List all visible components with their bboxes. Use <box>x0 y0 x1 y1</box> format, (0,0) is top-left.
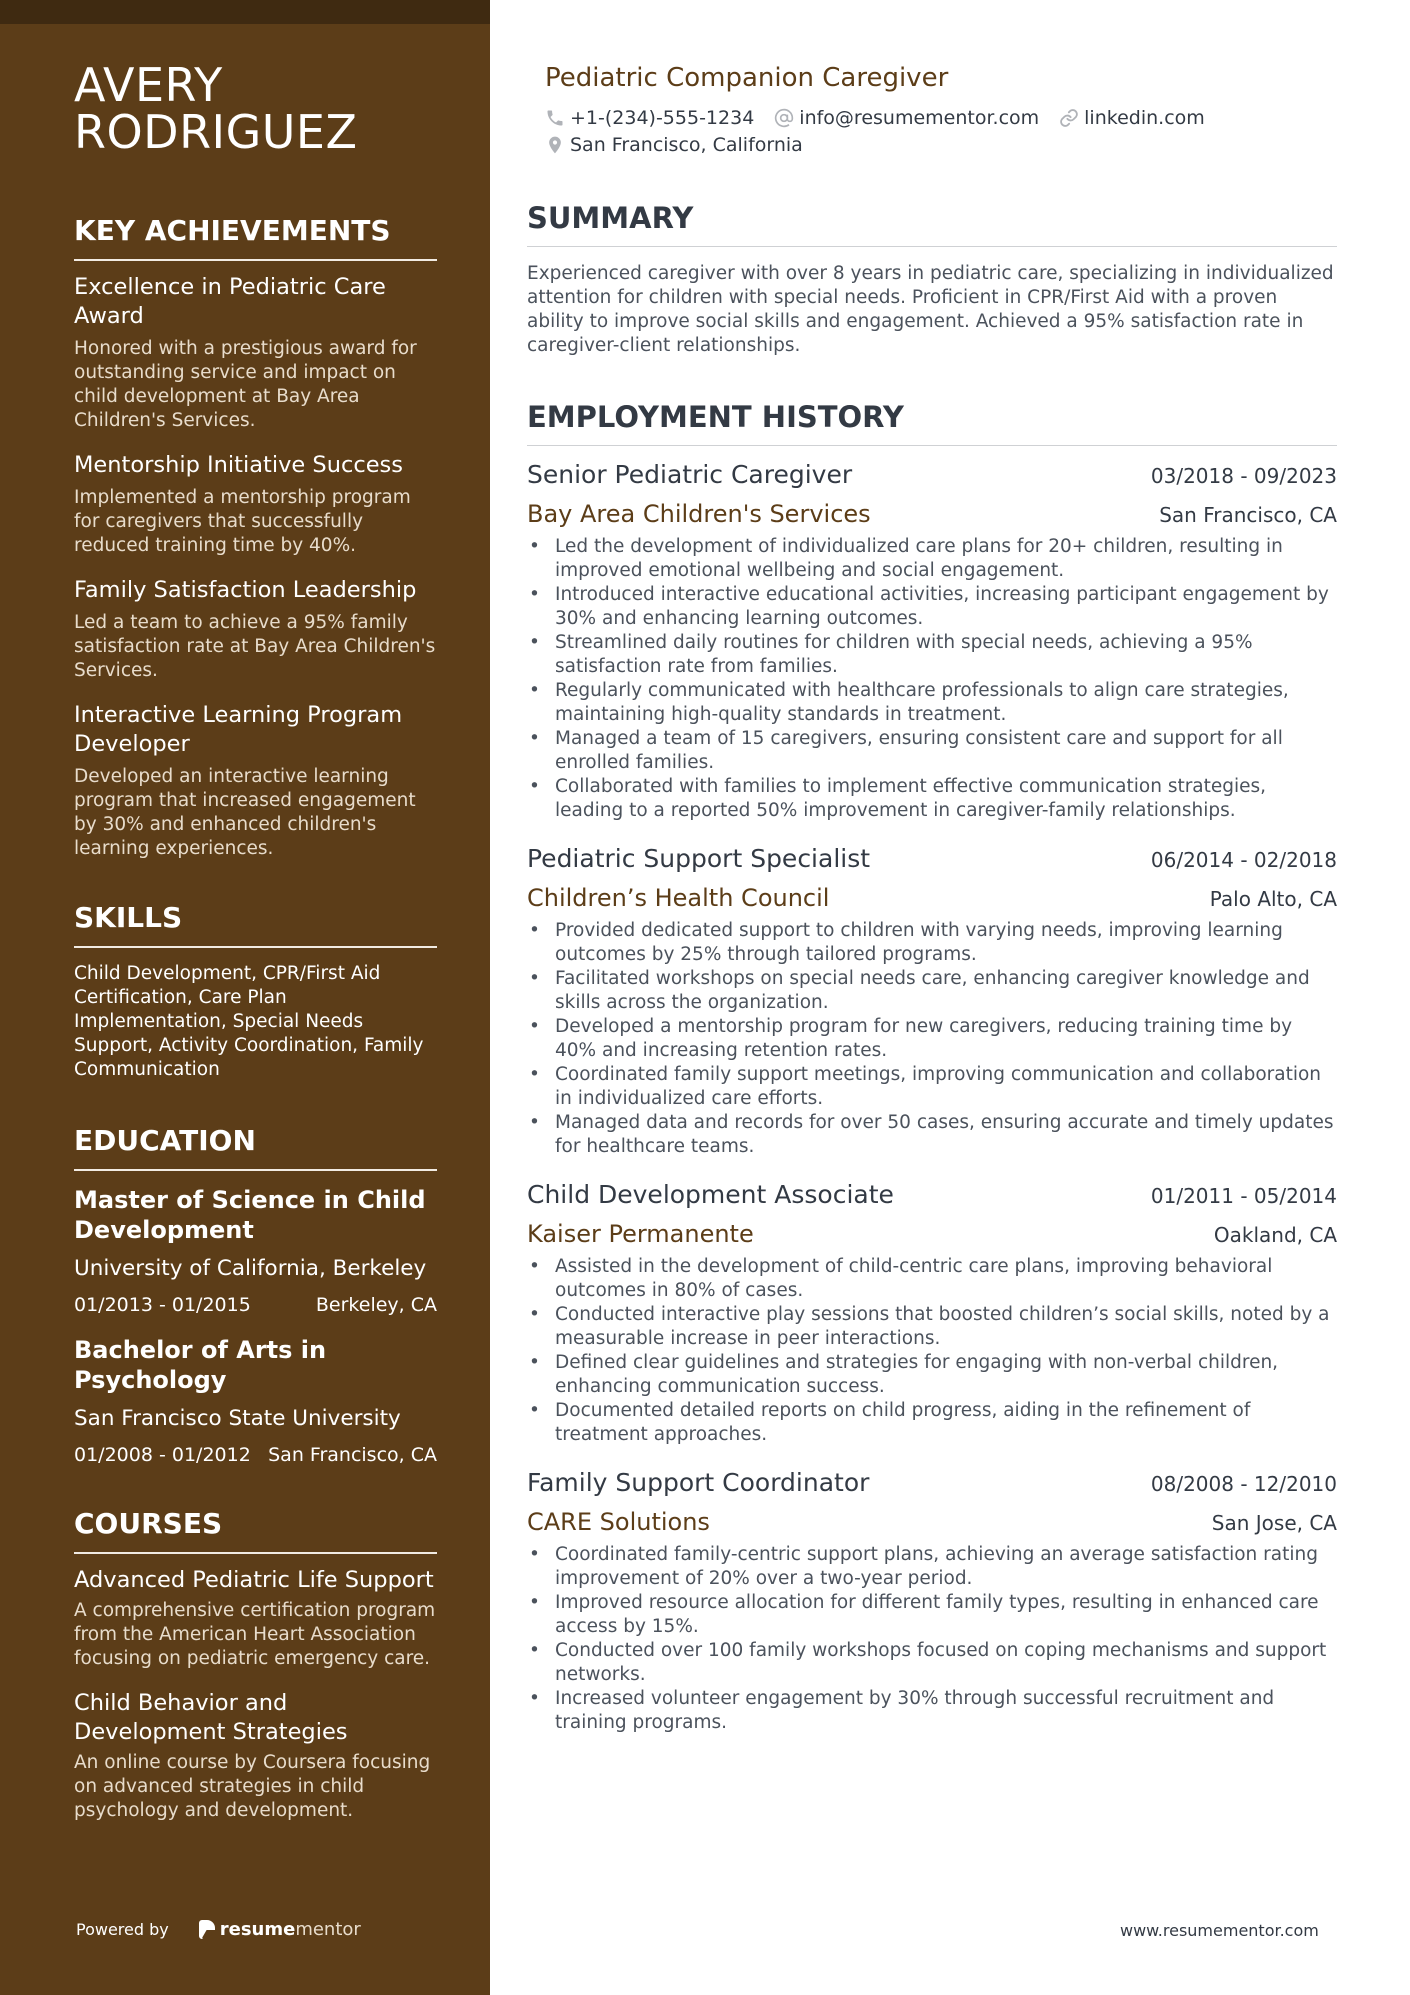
education-school: San Francisco State University <box>74 1406 401 1431</box>
job-bullet: • Improved resource allocation for different family types, resulting in enhanced care access by 15%. <box>527 1591 1337 1639</box>
powered-by-label: Powered by <box>76 1920 169 1939</box>
job-role: Family Support Coordinator <box>527 1468 870 1497</box>
sidebar <box>0 0 490 1995</box>
achievement-title: Excellence in Pediatric Care Award <box>74 274 386 329</box>
skills-list: Child Development, CPR/First Aid Certification, Care Plan Implementation, Special Needs Support, Activity Coordination, Family Communication <box>74 963 424 1080</box>
education-degree: Bachelor of Arts in Psychology <box>74 1336 327 1394</box>
job-company: Bay Area Children's Services <box>527 500 871 528</box>
job-entry <box>527 459 1337 823</box>
achievement-title: Mentorship Initiative Success <box>74 452 403 478</box>
job-dates: 08/2008 - 12/2010 <box>1150 1472 1337 1496</box>
job-bullets <box>527 1543 1337 1735</box>
employment-heading: EMPLOYMENT HISTORY <box>527 400 1337 446</box>
course-desc: A comprehensive certification program from the American Heart Association focusing on pediatric emergency care. <box>74 1600 436 1669</box>
education-location: San Francisco, CA <box>268 1444 437 1466</box>
job-bullet: • Coordinated family support meetings, improving communication and collaboration in individualized care efforts. <box>527 1063 1337 1111</box>
sidebar-top-band <box>0 0 490 24</box>
contact-phone[interactable] <box>545 106 754 130</box>
powered-by <box>76 1919 361 1940</box>
education-item <box>74 1185 437 1317</box>
education-dates: 01/2013 - 01/2015 <box>74 1294 251 1316</box>
achievement-title: Interactive Learning Program Developer <box>74 702 403 757</box>
job-dates: 06/2014 - 02/2018 <box>1150 848 1337 872</box>
brand-logo[interactable] <box>199 1919 361 1940</box>
achievements-heading: KEY ACHIEVEMENTS <box>74 214 437 261</box>
job-bullet: • Coordinated family-centric support plans, achieving an average satisfaction rating improvement of 20% over a two-year period. <box>527 1543 1337 1591</box>
courses-heading: COURSES <box>74 1507 437 1554</box>
job-entry <box>527 1467 1337 1735</box>
summary-heading: SUMMARY <box>527 201 1337 247</box>
education-school: University of California, Berkeley <box>74 1256 427 1281</box>
job-entry <box>527 1179 1337 1447</box>
at-sign-icon <box>774 108 794 128</box>
skills-section <box>74 901 437 1082</box>
link-icon <box>1059 108 1079 128</box>
education-item <box>74 1335 437 1467</box>
headline: Pediatric Companion Caregiver <box>545 63 949 93</box>
achievement-item <box>74 273 437 433</box>
achievement-desc: Led a team to achieve a 95% family satisfaction rate at Bay Area Children's Services. <box>74 612 436 681</box>
contact-email[interactable] <box>774 106 1039 130</box>
first-name: AVERY <box>74 58 223 112</box>
job-role: Senior Pediatric Caregiver <box>527 460 853 489</box>
brand-logo-icon <box>199 1920 215 1939</box>
summary-section <box>527 201 1337 358</box>
achievement-item <box>74 451 437 558</box>
job-bullet: • Led the development of individualized care plans for 20+ children, resulting in improved emotional wellbeing and social engagement. <box>527 535 1337 583</box>
job-location: Palo Alto, CA <box>1209 887 1337 911</box>
achievement-item <box>74 701 437 861</box>
main-content <box>527 62 1337 1735</box>
brand-name-bold: resume <box>219 1919 296 1940</box>
job-company: Kaiser Permanente <box>527 1220 754 1248</box>
education-heading: EDUCATION <box>74 1124 437 1171</box>
education-dates: 01/2008 - 01/2012 <box>74 1444 251 1466</box>
linkedin-text: linkedin.com <box>1084 107 1205 129</box>
job-bullet: • Facilitated workshops on special needs care, enhancing caregiver knowledge and skills across the organization. <box>527 967 1337 1015</box>
education-section <box>74 1124 437 1467</box>
education-degree: Master of Science in Child Development <box>74 1186 426 1244</box>
job-bullet: • Managed a team of 15 caregivers, ensuring consistent care and support for all enrolled families. <box>527 727 1337 775</box>
footer-website-link[interactable]: www.resumementor.com <box>1120 1921 1319 1940</box>
job-role: Child Development Associate <box>527 1180 894 1209</box>
job-location: Oakland, CA <box>1213 1223 1337 1247</box>
courses-section <box>74 1507 437 1823</box>
job-bullet: • Streamlined daily routines for children with special needs, achieving a 95% satisfaction rate from families. <box>527 631 1337 679</box>
job-company: Children’s Health Council <box>527 884 830 912</box>
job-location: San Jose, CA <box>1211 1511 1337 1535</box>
job-location: San Francisco, CA <box>1159 503 1337 527</box>
job-bullet: • Increased volunteer engagement by 30% through successful recruitment and training programs. <box>527 1687 1337 1735</box>
candidate-name <box>74 58 437 159</box>
education-meta <box>74 1443 437 1467</box>
job-bullet: • Collaborated with families to implement effective communication strategies, leading to a reported 50% improvement in caregiver-family relationships. <box>527 775 1337 823</box>
summary-text: Experienced caregiver with over 8 years in pediatric care, specializing in individualized attention for children with special needs. Proficient in CPR/First Aid with a proven ability to improve social skills and engagement. Achieved a 95% satisfaction rate in caregiver-client relationships. <box>527 263 1334 356</box>
location-pin-icon <box>545 135 565 155</box>
achievement-desc: Implemented a mentorship program for caregivers that successfully reduced training time by 40%. <box>74 487 411 556</box>
course-item <box>74 1566 437 1671</box>
contact-row <box>545 106 1337 130</box>
course-title: Advanced Pediatric Life Support <box>74 1567 434 1593</box>
education-meta <box>74 1293 437 1317</box>
job-bullet: • Assisted in the development of child-centric care plans, improving behavioral outcomes in 80% of cases. <box>527 1255 1337 1303</box>
job-company: CARE Solutions <box>527 1508 710 1536</box>
job-dates: 03/2018 - 09/2023 <box>1150 464 1337 488</box>
last-name: RODRIGUEZ <box>74 105 358 159</box>
job-bullets <box>527 1255 1337 1447</box>
contact-location <box>545 133 803 157</box>
course-item <box>74 1689 437 1823</box>
brand-name-light: mentor <box>295 1919 361 1940</box>
achievement-desc: Honored with a prestigious award for outstanding service and impact on child development at Bay Area Children's Services. <box>74 338 417 431</box>
job-bullet: • Developed a mentorship program for new caregivers, reducing training time by 40% and increasing retention rates. <box>527 1015 1337 1063</box>
job-bullets <box>527 535 1337 823</box>
contact-linkedin[interactable] <box>1059 106 1205 130</box>
skills-heading: SKILLS <box>74 901 437 948</box>
course-desc: An online course by Coursera focusing on advanced strategies in child psychology and development. <box>74 1752 431 1821</box>
job-bullet: • Conducted interactive play sessions that boosted children’s social skills, noted by a measurable increase in peer interactions. <box>527 1303 1337 1351</box>
location-text: San Francisco, California <box>570 134 803 156</box>
job-bullet: • Provided dedicated support to children with varying needs, improving learning outcomes by 25% through tailored programs. <box>527 919 1337 967</box>
job-bullet: • Managed data and records for over 50 cases, ensuring accurate and timely updates for healthcare teams. <box>527 1111 1337 1159</box>
achievement-desc: Developed an interactive learning program that increased engagement by 30% and enhanced children's learning experiences. <box>74 766 416 859</box>
phone-icon <box>545 108 565 128</box>
job-bullet: • Conducted over 100 family workshops focused on coping mechanisms and support networks. <box>527 1639 1337 1687</box>
job-bullet: • Introduced interactive educational activities, increasing participant engagement by 30% and enhancing learning outcomes. <box>527 583 1337 631</box>
achievement-title: Family Satisfaction Leadership <box>74 577 417 603</box>
job-dates: 01/2011 - 05/2014 <box>1150 1184 1337 1208</box>
course-title: Child Behavior and Development Strategies <box>74 1690 348 1745</box>
job-bullets <box>527 919 1337 1159</box>
education-location: Berkeley, CA <box>315 1294 437 1316</box>
job-entry <box>527 843 1337 1159</box>
job-bullet: • Defined clear guidelines and strategies for engaging with non-verbal children, enhancing communication success. <box>527 1351 1337 1399</box>
email-text: info@resumementor.com <box>799 107 1040 129</box>
phone-text: +1-(234)-555-1234 <box>570 107 755 129</box>
achievements-section <box>74 214 437 861</box>
job-role: Pediatric Support Specialist <box>527 844 871 873</box>
job-bullet: • Regularly communicated with healthcare professionals to align care strategies, maintaining high-quality standards in treatment. <box>527 679 1337 727</box>
achievement-item <box>74 576 437 683</box>
employment-section <box>527 400 1337 1735</box>
contact-row <box>545 133 1337 157</box>
job-bullet: • Documented detailed reports on child progress, aiding in the refinement of treatment approaches. <box>527 1399 1337 1447</box>
